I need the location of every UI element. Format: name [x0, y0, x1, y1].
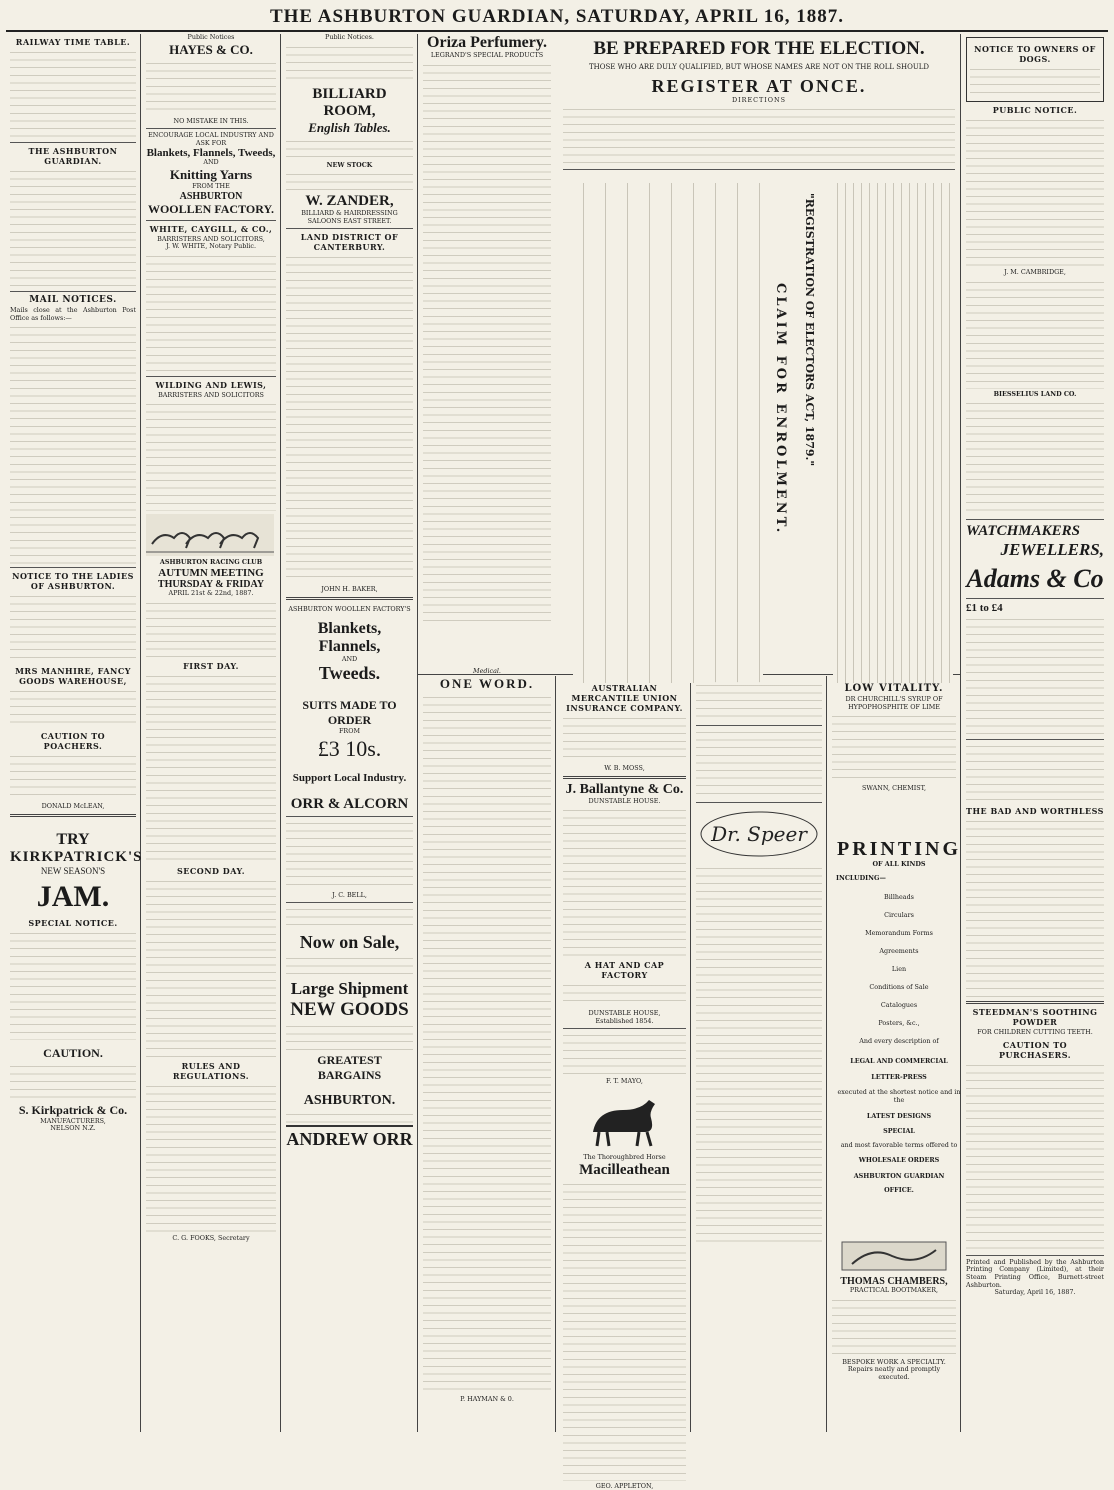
new-goods: NEW GOODS [290, 999, 409, 1021]
hayes-text [146, 60, 276, 116]
guardian-office: OFFICE. [884, 1185, 914, 1194]
billiard-text [286, 138, 413, 160]
children-teeth: FOR CHILDREN CUTTING TEETH. [977, 1028, 1093, 1037]
print-item-7: Catalogues [880, 1001, 918, 1010]
ashburton-line: ASHBURTON [179, 190, 243, 202]
bootmaker: PRACTICAL BOOTMAKER, [849, 1286, 939, 1294]
column-2 [142, 34, 280, 1432]
repairs: Repairs neatly and promptly executed. [847, 1365, 941, 1381]
greatest-bargains: GREATEST BARGAINS [317, 1053, 382, 1083]
drapery-text [286, 906, 413, 928]
orr-alcorn: ORR & ALCORN [290, 795, 409, 812]
suits-made: SUITS MADE TO ORDER [302, 698, 397, 728]
race-officials [146, 600, 276, 658]
haydock: P. HAYMAN & 0. [460, 1394, 514, 1403]
print-item-6: Conditions of Sale [869, 983, 929, 992]
land-text [286, 254, 413, 584]
masthead: THE ASHBURTON GUARDIAN, SATURDAY, APRIL 16, 1887. [269, 6, 845, 27]
manhire-title: MRS MANHIRE, FANCY GOODS WAREHOUSE, [15, 666, 131, 687]
ladies-title: NOTICE TO THE LADIES OF ASHBURTON. [12, 571, 134, 592]
column-separator [280, 34, 281, 1432]
column-3 [282, 34, 417, 1432]
blankets-flannels: Blankets, Flannels, [317, 619, 382, 655]
bespoke: BESPOKE WORK A SPECIALTY. [842, 1357, 946, 1366]
racing-club: ASHBURTON RACING CLUB [159, 558, 263, 567]
dogs-notice: NOTICE TO OWNERS OF DOGS. [974, 44, 1096, 64]
bieselius-text [966, 400, 1104, 516]
from-line: FROM THE [192, 181, 230, 190]
print-item-9: And every description of [859, 1037, 939, 1046]
rules-text [146, 1083, 276, 1233]
new-season-heading: NEW SEASON'S [40, 865, 106, 876]
kirkpatricks-heading: KIRKPATRICK'S [10, 848, 143, 865]
form-text-left [573, 183, 763, 683]
race-dates: APRIL 21st & 22nd, 1887. [168, 588, 254, 597]
blankets-line: Blankets, Flannels, Tweeds, [146, 147, 276, 160]
hat-text [563, 982, 686, 1008]
oriza-sub: LEGRAND'S SPECIAL PRODUCTS [430, 51, 544, 59]
second-day-races [146, 878, 276, 1058]
woollen-factory-line: WOOLLEN FACTORY. [147, 201, 275, 216]
worthless-text [966, 818, 1104, 998]
chambers-text [832, 1297, 956, 1357]
public-notice: PUBLIC NOTICE. [992, 105, 1078, 115]
one-word: ONE WORD. [439, 675, 535, 691]
medical-heading: Medical. [473, 667, 501, 675]
barristers-line: BARRISTERS AND SOLICITORS, [157, 234, 265, 243]
wilding-sub: BARRISTERS AND SOLICITORS [158, 390, 264, 399]
thursday-friday: THURSDAY & FRIDAY [157, 578, 265, 590]
column-separator [417, 34, 418, 1432]
including: INCLUDING— [836, 873, 886, 882]
letterpress: LETTER-PRESS [871, 1072, 927, 1081]
goods-text [286, 1023, 413, 1051]
election-headline: BE PREPARED FOR THE ELECTION. [593, 38, 925, 59]
low-vitality: LOW VITALITY. [844, 683, 944, 694]
printing-heading: PRINTING [836, 838, 961, 860]
established: Established 1854. [595, 1016, 654, 1025]
second-day: SECOND DAY. [177, 865, 245, 876]
dogs-box [966, 37, 1104, 102]
manure-text [696, 682, 822, 722]
racing-horses-illustration [146, 514, 276, 556]
swann: SWANN, CHEMIST, [861, 784, 926, 793]
speer-signature: Dr. Speer [711, 822, 807, 846]
appleton: GEO. APPLETON, [595, 1481, 654, 1490]
printer-imprint: Printed and Published by the Ashburton Printing Company (Limited), at their Steam Printing Office, Burnett-street Ashburton. [966, 1257, 1104, 1289]
imprint-date: Saturday, April 16, 1887. [994, 1288, 1076, 1297]
subscription-title: THE ASHBURTON GUARDIAN. [28, 146, 118, 166]
ballantyne: J. Ballantyne & Co. [565, 781, 684, 797]
poachers-text [10, 753, 136, 801]
billiard-intro [286, 44, 413, 84]
mayo: F. T. MAYO, [606, 1077, 643, 1086]
watchmakers: WATCHMAKERS [966, 523, 1080, 540]
wholesale-orders: WHOLESALE ORDERS [858, 1156, 940, 1165]
election-notice [559, 34, 959, 670]
support-local: Support Local Industry. [292, 771, 407, 784]
oriza-text [423, 62, 551, 622]
claim-enrolment: CLAIM FOR ENROLMENT. [773, 283, 788, 536]
first-day: FIRST DAY. [183, 660, 239, 671]
stock-text [286, 171, 413, 191]
bieselius: BIESSELIUS LAND CO. [993, 389, 1077, 398]
dunstable-house: DUNSTABLE HOUSE, [588, 1009, 661, 1018]
special-terms: SPECIAL [883, 1127, 915, 1136]
guardian-office-name: ASHBURTON GUARDIAN [853, 1171, 945, 1180]
nelson: NELSON N.Z. [50, 1124, 96, 1133]
ballantyne-text [563, 807, 686, 957]
print-item-8: Posters, &c., [878, 1019, 920, 1028]
wilding-text [146, 401, 276, 511]
latest-designs: LATEST DESIGNS [866, 1111, 932, 1120]
masthead-rule [6, 30, 1108, 32]
churchill-text [832, 713, 956, 783]
mail-text [10, 324, 136, 564]
wilding-heading: WILDING AND LEWIS, [155, 379, 267, 390]
white-caygill-text [146, 253, 276, 373]
assignee-text [286, 820, 413, 890]
poachers-signer: DONALD McLEAN, [41, 802, 105, 811]
dogs-text [970, 66, 1100, 96]
hayes-heading: HAYES & CO. [169, 41, 253, 57]
election-subline: THOSE WHO ARE DULY QUALIFIED, BUT WHOSE NAMES ARE NOT ON THE ROLL SHOULD [588, 63, 930, 71]
enrolment-form [563, 173, 955, 693]
steedman-text [966, 1062, 1104, 1252]
column-separator [140, 34, 141, 1432]
column-4-bottom [419, 668, 555, 1432]
executed: executed at the shortest notice and in the [837, 1088, 961, 1104]
horse-illustration [563, 1092, 686, 1148]
column-4-top [419, 34, 555, 668]
zander-heading: W. ZANDER, [305, 193, 394, 210]
suit-price: £3 10s. [317, 735, 382, 761]
australian-text [563, 715, 686, 763]
loan-text [966, 616, 1104, 736]
manufacturers: MANUFACTURERS, [40, 1116, 106, 1125]
no-mistake: NO MISTAKE IN THIS. [173, 116, 249, 125]
caution-text [10, 1063, 136, 1099]
notary-line: J. W. WHITE, Notary Public. [165, 242, 257, 251]
and-line: AND [203, 158, 219, 167]
kamuller-text [966, 279, 1104, 389]
directions: DIRECTIONS [731, 95, 786, 104]
column-1 [6, 34, 143, 1432]
ladies-text [10, 593, 136, 663]
subscription-text [10, 168, 136, 288]
column-separator [690, 676, 691, 1432]
bootmaker-illustration [832, 1236, 956, 1276]
favorable-terms: and most favorable terms offered to [840, 1140, 958, 1149]
and-3: AND [341, 654, 358, 663]
loan-amount: £1 to £4 [966, 602, 1003, 615]
ashburton-3: ASHBURTON. [303, 1093, 396, 1109]
directions-text [563, 106, 955, 166]
steedman: STEEDMAN'S SOOTHING POWDER [972, 1007, 1098, 1028]
print-item-1: Billheads [884, 893, 914, 902]
public-notices-heading: Public Notices [187, 33, 235, 41]
special-notice: SPECIAL NOTICE. [28, 917, 118, 928]
andrew-orr: ANDREW ORR [286, 1125, 413, 1150]
first-day-races [146, 673, 276, 863]
moss: W. B. MOSS, [604, 764, 645, 772]
english-tables: English Tables. [308, 119, 391, 135]
kirkpatrick-firm: S. Kirkpatrick & Co. [18, 1102, 128, 1117]
australian-heading: AUSTRALIAN MERCANTILE UNION INSURANCE COMPANY. [566, 683, 683, 713]
chambers-ad [828, 1236, 960, 1432]
adams-logo: Adams & Co [966, 564, 1104, 594]
large-shipment: Large Shipment [290, 979, 409, 999]
legal-commercial: LEGAL AND COMMERCIAL [850, 1057, 948, 1066]
dunstable: DUNSTABLE HOUSE. [588, 796, 661, 805]
white-caygill-heading: WHITE, CAYGILL, & CO., [149, 223, 273, 234]
encourage-line: ENCOURAGE LOCAL INDUSTRY AND ASK FOR [148, 131, 274, 147]
special-text [10, 930, 136, 1040]
sale-text [286, 955, 413, 977]
column-5-bottom [559, 680, 690, 1490]
poachers-title: CAUTION TO POACHERS. [40, 731, 106, 752]
public-notices-heading-2: Public Notices. [325, 33, 374, 41]
rail-text [10, 49, 136, 139]
try-heading: TRY [56, 830, 90, 848]
woollen-factory: ASHBURTON WOOLLEN FACTORY'S [288, 604, 411, 613]
horse-text [563, 1181, 686, 1481]
caution-heading: CAUTION. [43, 1045, 103, 1060]
knitting-line: Knitting Yarns [169, 166, 253, 182]
mail-title: MAIL NOTICES. [29, 295, 117, 305]
register-at-once: REGISTER AT ONCE. [651, 75, 867, 96]
land-district: LAND DISTRICT OF CANTERBURY. [300, 232, 399, 253]
churchill: DR CHURCHILL'S SYRUP OF HYPOPHOSPHITE OF LIME [845, 695, 943, 711]
column-separator [555, 676, 556, 1432]
cambridge-text [966, 117, 1104, 267]
bell: J. C. BELL, [332, 890, 367, 899]
column-8 [962, 34, 1108, 1432]
baker: JOHN H. BAKER, [321, 585, 378, 594]
all-kinds: OF ALL KINDS [872, 860, 926, 868]
macilleathean: Macilleathean [579, 1161, 670, 1178]
print-item-3: Memorandum Forms [865, 929, 933, 938]
mayo-text [563, 1032, 686, 1076]
print-item-5: Lien [891, 965, 907, 974]
pill-text [966, 743, 1104, 803]
thoroughbred: The Thoroughbred Horse [583, 1152, 666, 1161]
form-title: "REGISTRATION OF ELECTORS ACT, 1879." [803, 193, 816, 467]
from-3: FROM [338, 727, 361, 736]
rules-heading: RULES AND REGULATIONS. [172, 1060, 250, 1081]
secretary: C. G. FOOKS, Secretary [172, 1233, 250, 1242]
now-on-sale: Now on Sale, [299, 932, 400, 953]
tweeds: Tweeds. [318, 663, 381, 684]
form-text-right [833, 183, 953, 683]
worthless: THE BAD AND WORTHLESS [966, 806, 1104, 817]
print-item-2: Circulars [884, 911, 914, 920]
column-separator [960, 34, 961, 1432]
new-stock: NEW STOCK [326, 160, 373, 169]
medical-text [423, 694, 551, 1394]
cambridge: J. M. CAMBRIDGE, [1004, 268, 1066, 276]
chambers: THOMAS CHAMBERS, [840, 1276, 948, 1287]
caution-purchasers: CAUTION TO PURCHASERS. [998, 1039, 1072, 1060]
billiard-room: BILLIARD ROOM, [312, 85, 387, 119]
towles-text [696, 729, 822, 799]
print-item-4: Agreements [879, 947, 919, 956]
rail-title: RAILWAY TIME TABLE. [15, 37, 131, 47]
autumn-meeting: AUTUMN MEETING [158, 566, 264, 579]
manhire-text [10, 688, 136, 728]
zander-sub: BILLIARD & HAIRDRESSING SALOONS EAST STREET. [301, 209, 398, 225]
mail-intro: Mails close at the Ashburton Post Office as follows:— [10, 306, 136, 322]
oriza-heading: Oriza Perfumery. [427, 34, 547, 51]
jam-heading: JAM. [36, 879, 110, 913]
reduced-text [286, 1111, 413, 1123]
jewellers: JEWELLERS, [1000, 540, 1104, 560]
hat-factory: A HAT AND CAP FACTORY [584, 960, 665, 981]
